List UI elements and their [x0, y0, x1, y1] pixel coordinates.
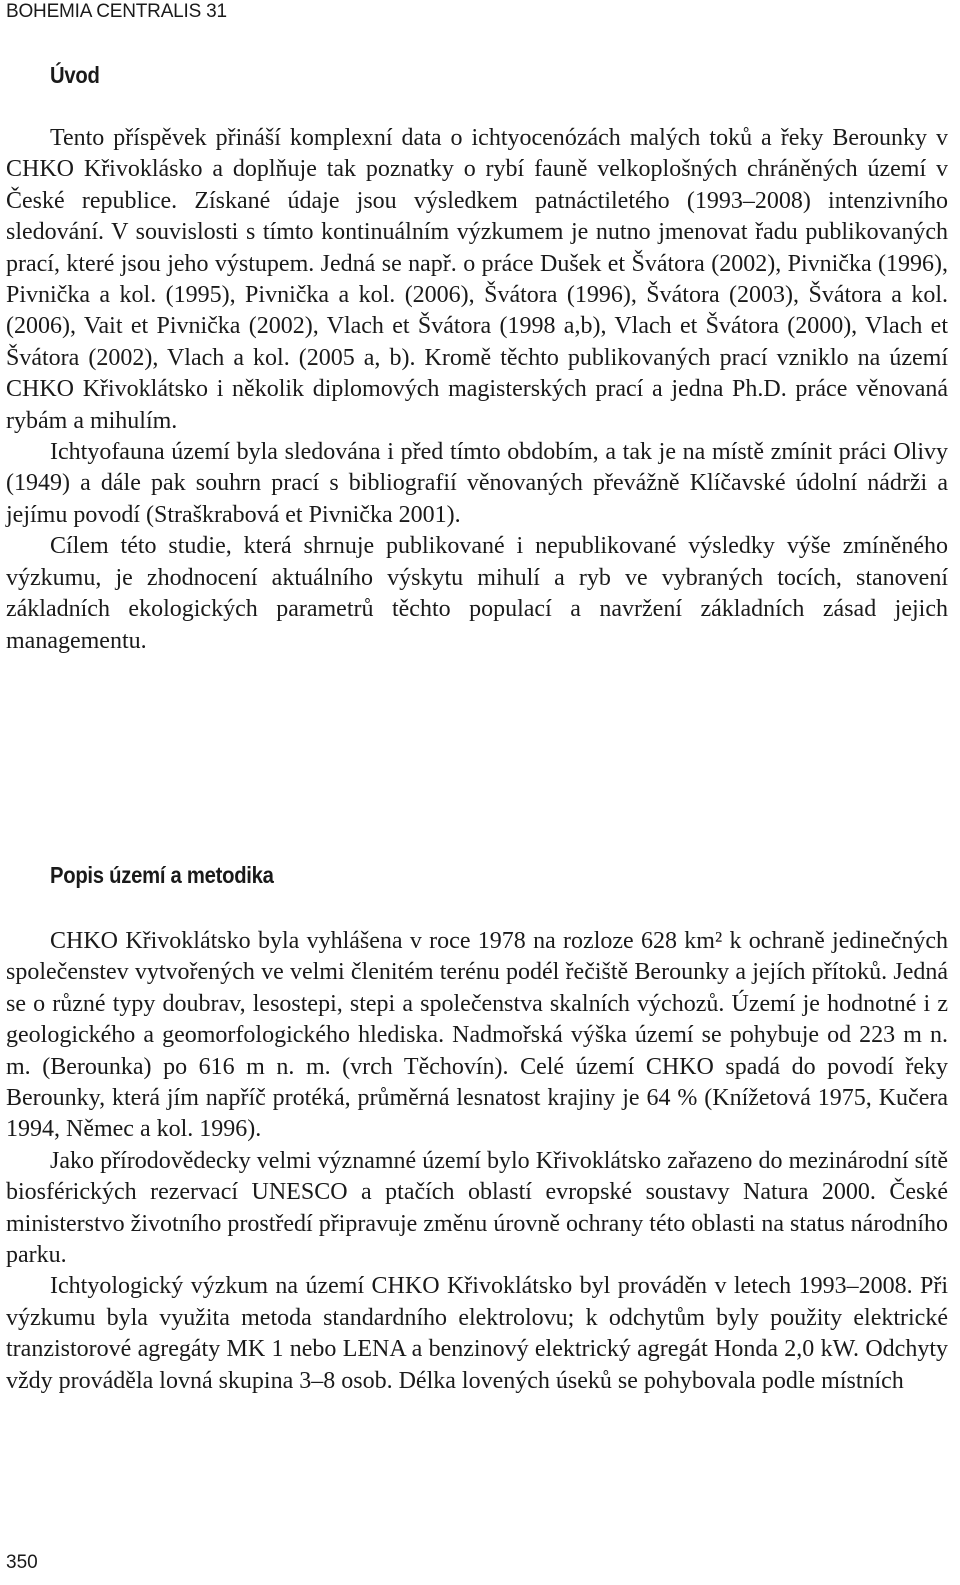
paragraph: CHKO Křivoklátsko byla vyhlášena v roce 1978 na rozloze 628 km² k ochraně jedinečných společenstev vytvořených ve velmi členitém terénu podél řečiště Berounky a jejích přítoků. Jedná se o různé typy doubrav, lesostepi, stepi a společenstva skalních výchozů. Území je hodnotné i z geologického a geomorfologického hlediska. Nadmořská výška území se pohybuje od 223 m n. m. (Berounka) po 616 m n. m. (vrch Těchovín). Celé území CHKO spadá do povodí řeky Berounky, která jím napříč protéká, průměrná lesnatost krajiny je 64 % (Knížetová 1975, Kučera 1994, Němec a kol. 1996). — [6, 928, 948, 1143]
paragraph: Jako přírodovědecky velmi významné území bylo Křivoklátsko zařazeno do mezinárodní sítě biosférických rezervací UNESCO a ptačích oblastí evropské soustavy Natura 2000. České ministerstvo životního prostředí připravuje změnu úrovně ochrany této oblasti na status národního parku. — [6, 1147, 948, 1269]
paragraph: Ichtyologický výzkum na území CHKO Křivoklátsko byl prováděn v letech 1993–2008. Při výzkumu byla využita metoda standardního elektrolovu; k odchytům byly použity elektrické tranzistorové agregáty MK 1 nebo LENA a benzinový elektrický agregát Honda 2,0 kW. Odchyty vždy prováděla lovná skupina 3–8 osob. Délka lovených úseků se pohybovala podle místních — [6, 1273, 948, 1394]
section-heading-popis-uzemi: Popis území a metodika — [50, 862, 274, 888]
running-head: BOHEMIA CENTRALIS 31 — [6, 1, 227, 22]
section-body-uvod — [6, 123, 948, 657]
paragraph: Cílem této studie, která shrnuje publikované i nepublikované výsledky výše zmíněného výzkumu, je zhodnocení aktuálního výskytu mihulí a ryb ve vybraných tocích, stanovení základních ekologických parametrů těchto populací a navržení základních zásad jejich managementu. — [6, 533, 948, 654]
paragraph: Tento příspěvek přináší komplexní data o ichtyocenózách malých toků a řeky Berounky v CHKO Křivoklásko a doplňuje tak poznatky o rybí fauně velkoplošných chráněných území v České republice. Získané údaje jsou výsledkem patnáctiletého (1993–2008) intenzivního sledování. V souvislosti s tímto kontinuálním výzkumem je nutno jmenovat řadu publikovaných prací, které jsou jeho výstupem. Jedná se např. o práce Dušek et Švátora (2002), Pivnička (1996), Pivnička a kol. (1995), Pivnička a kol. (2006), Švátora (1996), Švátora (2003), Švátora a kol. (2006), Vait et Pivnička (2002), Vlach et Švátora (1998 a,b), Vlach et Švátora (2000), Vlach et Švátora (2002), Vlach a kol. (2005 a, b). Kromě těchto publikovaných prací vzniklo na území CHKO Křivoklátsko i několik diplomových magisterských prací a jedna Ph.D. práce věnovaná rybám a mihulím. — [6, 125, 948, 434]
paragraph: Ichtyofauna území byla sledována i před tímto obdobím, a tak je na místě zmínit práci Olivy (1949) a dále pak souhrn prací s bibliografií věnovaných převážně Klíčavské údolní nádrži a jejímu povodí (Straškrabová et Pivnička 2001). — [6, 439, 948, 528]
section-heading-uvod: Úvod — [50, 62, 100, 88]
page-number: 350 — [6, 1552, 38, 1573]
section-body-popis-uzemi — [6, 926, 948, 1397]
